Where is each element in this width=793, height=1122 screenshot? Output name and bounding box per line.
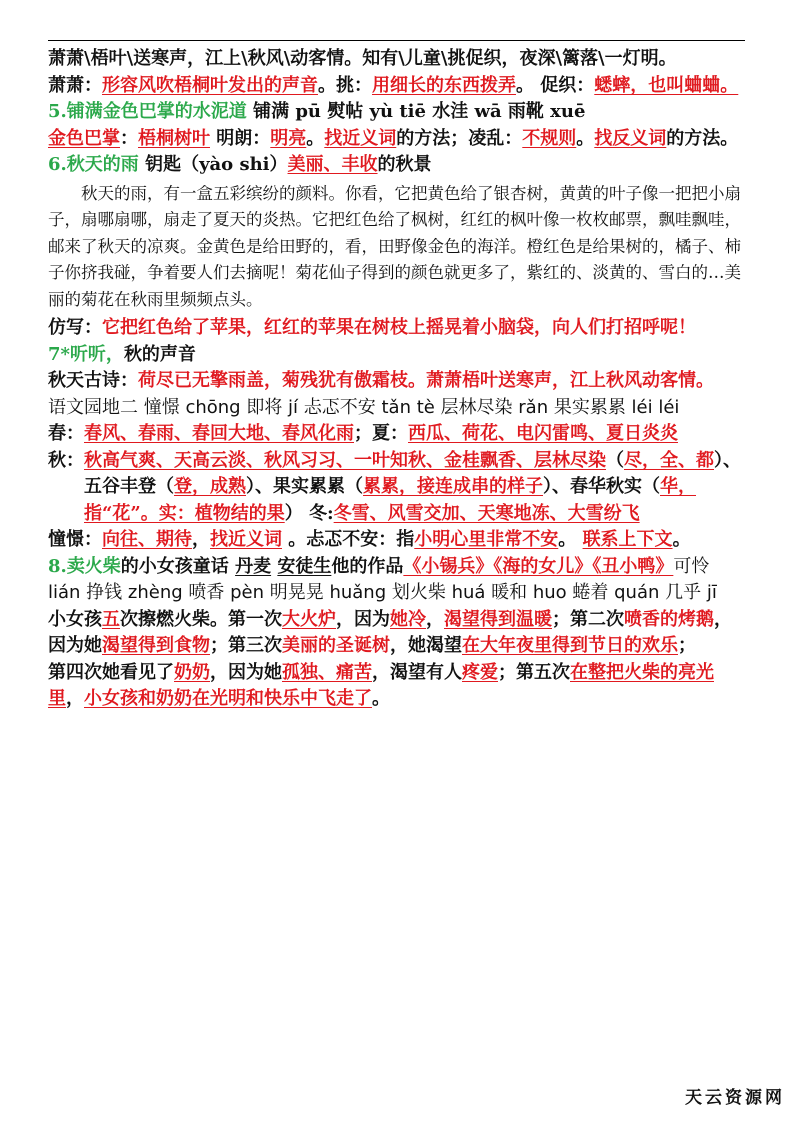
answer: 形容风吹梧桐叶发出的声音 — [102, 74, 318, 96]
answer: 找近义词 — [210, 529, 282, 550]
lesson-6-heading — [48, 152, 746, 179]
text: ） 冬: — [284, 502, 334, 524]
label: 仿写： — [48, 317, 102, 338]
author: 安徒生 — [277, 555, 332, 577]
text: ， — [66, 688, 84, 709]
label: 秋： — [48, 449, 84, 471]
answer: 渴望得到温暖 — [444, 608, 552, 630]
yuwen-yuandi-vocab: 语文园地二 憧憬 chōng 即将 jí 忐忑不安 tǎn tè 层林尽染 rǎn 果实累累 léi léi — [48, 396, 680, 418]
text: 的秋景 — [377, 154, 432, 175]
text: 。忐忑不安：指 — [282, 529, 415, 550]
answer: 华，指“花”。实：植物结的果 — [84, 476, 696, 524]
answer: 找反义词 — [594, 127, 667, 149]
text: 小女孩 — [48, 608, 102, 630]
label: 春： — [48, 423, 84, 444]
vocab: 钥匙（yào shi） — [138, 154, 288, 175]
document-body — [48, 46, 746, 713]
poem-notes — [48, 73, 746, 100]
lesson-title: 7*听听， — [48, 343, 124, 365]
text: ；第二次 — [552, 608, 624, 630]
match-paragraph-1 — [48, 607, 746, 660]
answer: 疼爱 — [462, 661, 498, 683]
watermark-footer: 天云资源网 — [685, 1088, 785, 1108]
answer: 它把红色给了苹果，红红的苹果在树枝上摇晃着小脑袋，向人们打招呼呢！ — [102, 317, 696, 338]
text: 。 — [306, 127, 325, 149]
answer: 尽，全、都 — [624, 449, 714, 471]
answer: 累累，接连成串的样子 — [363, 476, 543, 497]
autumn-poems — [48, 368, 746, 395]
answer: 秋高气爽、天高云淡、秋风习习、一叶知秋、金桂飘香、层林尽染 — [84, 449, 606, 471]
text: 秋的声音 — [123, 343, 196, 365]
text: 明朗： — [210, 127, 271, 149]
autumn-winter — [48, 448, 746, 528]
top-rule — [48, 40, 745, 41]
answer: 奶奶 — [174, 661, 210, 683]
text: ： — [120, 127, 138, 149]
answer: 登，成熟 — [174, 476, 246, 497]
answer: 美丽、丰收 — [287, 154, 378, 175]
text: ，因为她 — [210, 661, 282, 683]
lesson-7-heading — [48, 342, 746, 369]
lesson-6-excerpt: 秋天的雨，有一盒五彩缤纷的颜料。你看，它把黄色给了银杏树，黄黄的叶子像一把把小扇子，扇哪扇哪，扇走了夏天的炎热。它把红色给了枫树，红红的枫叶像一枚枚邮票，飘哇飘哇，邮来了秋天的凉爽。金黄色是给田野的，看，田野像金色的海洋。橙红色是给果树的，橘子、柿子你挤我碰，争着要人们去摘呢！菊花仙子得到的颜色就更多了，紫红的、淡黄的、雪白的…美丽的菊花在秋雨里频频点头。 — [48, 183, 741, 309]
lesson-8-heading — [48, 554, 746, 607]
answer: 《小锡兵》《海的女儿》《丑小鸭》 — [403, 555, 674, 577]
answer: 喷香的烤鹅 — [624, 608, 714, 630]
spring-summer — [48, 421, 746, 448]
text: 。 — [672, 529, 691, 550]
text: 第四次她看见了 — [48, 661, 174, 683]
text: 。 — [372, 688, 390, 709]
answer: 她冷 — [390, 608, 426, 630]
vocab: 铺满 pū 熨帖 yù tiē 水洼 wā 雨靴 xuē — [246, 101, 586, 122]
text: 次擦燃火柴。第一次 — [120, 608, 282, 630]
answer: 渴望得到食物 — [102, 635, 210, 656]
text: ，渴望有人 — [372, 661, 462, 683]
answer: 冬雪、风雪交加、天寒地冻、大雪纷飞 — [333, 502, 640, 524]
answer: 找近义词 — [324, 127, 397, 149]
text: ）、春华秋实（ — [543, 476, 660, 497]
country: 丹麦 — [235, 555, 272, 577]
answer: 小明心里非常不安 — [414, 529, 559, 550]
answer: 在大年夜里得到节日的欢乐 — [462, 635, 678, 656]
text: （ — [606, 449, 624, 471]
text: ）、五谷丰登（ — [84, 449, 741, 497]
answer: 美丽的圣诞树 — [282, 635, 390, 656]
answer: 五 — [102, 608, 120, 630]
text: 。 — [558, 529, 583, 550]
answer: 大火炉 — [282, 608, 336, 630]
answer: 在整把火柴的亮光里 — [48, 661, 714, 709]
lesson-title: 8.卖火柴 — [48, 555, 121, 577]
text: ， — [192, 529, 210, 550]
note-label: 萧萧： — [48, 74, 102, 96]
text: ，因为她 — [48, 608, 732, 656]
lesson-5-notes — [48, 126, 746, 153]
text: 他的作品 — [331, 555, 404, 577]
answer: 向往、期待 — [102, 529, 192, 550]
answer: 荷尽已无擎雨盖，菊残犹有傲霜枝。萧萧梧叶送寒声，江上秋风动客情。 — [138, 370, 714, 391]
text: ）、果实累累（ — [246, 476, 363, 497]
answer: 孤独、痛苦 — [282, 661, 372, 683]
answer: 明亮 — [270, 127, 307, 149]
chongjing-notes — [48, 527, 746, 554]
answer: 西瓜、荷花、电闪雷鸣、夏日炎炎 — [408, 423, 678, 444]
lesson-5-heading — [48, 99, 746, 126]
text: ；第五次 — [498, 661, 570, 683]
answer: 小女孩和奶奶在光明和快乐中飞走了 — [84, 688, 372, 709]
label: ；夏： — [354, 423, 408, 444]
lesson-title: 5.铺满金色巴掌的水泥道 — [48, 101, 247, 122]
label: 秋天古诗： — [48, 370, 138, 391]
note-label: 。 促织： — [516, 74, 595, 96]
answer: 梧桐树叶 — [138, 127, 210, 149]
text: ，她渴望 — [390, 635, 462, 656]
match-paragraph-2 — [48, 660, 746, 713]
label: 憧憬： — [48, 529, 102, 550]
lesson-title: 6.秋天的雨 — [48, 154, 139, 175]
poem-line: 萧萧\梧叶\送寒声，江上\秋风\动客情。知有\儿童\挑促织，夜深\篱落\一灯明。 — [48, 48, 677, 69]
text: 。 — [576, 127, 595, 149]
text: 的方法。 — [666, 127, 739, 149]
answer: 用细长的东西拨弄 — [372, 74, 516, 96]
answer: 春风、春雨、春回大地、春风化雨 — [84, 423, 354, 444]
text: ； — [678, 635, 696, 656]
imitation-writing — [48, 315, 746, 342]
answer: 联系上下文 — [582, 529, 673, 550]
text: 的方法；凌乱： — [396, 127, 523, 149]
answer: 不规则 — [522, 127, 577, 149]
note-label: 。挑： — [318, 74, 372, 96]
text: ，因为 — [336, 608, 390, 630]
answer: 蟋蟀，也叫蛐蛐。 — [594, 74, 739, 96]
vocab: 可怜 lián 挣钱 zhèng 喷香 pèn 明晃晃 huǎng 划火柴 huá 暖和 huo 蜷着 quán 几乎 jī — [48, 555, 717, 603]
answer: 金色巴掌 — [48, 127, 120, 149]
text: ， — [426, 608, 444, 630]
text: ；第三次 — [210, 635, 282, 656]
text: 的小女孩童话 — [120, 555, 236, 577]
